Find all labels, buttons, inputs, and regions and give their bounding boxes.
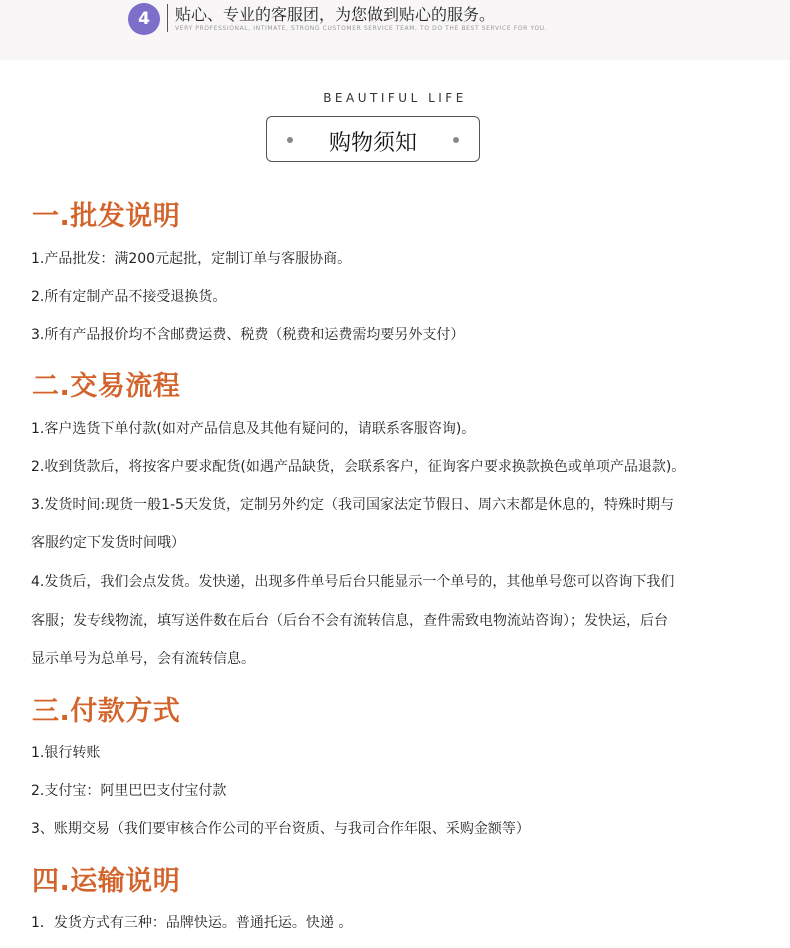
step-number-badge: 4 <box>128 3 160 35</box>
section-heading-wholesale: 一.批发说明 <box>32 201 181 232</box>
banner-title: 贴心、专业的客服团，为您做到贴心的服务。 <box>175 5 496 24</box>
text-line: 2.支付宝：阿里巴巴支付宝付款 <box>31 783 227 799</box>
text-line: 4.发货后，我们会点发货。发快递，出现多件单号后台只能显示一个单号的，其他单号您可以咨询下我们 <box>31 574 675 590</box>
top-banner <box>0 0 790 60</box>
text-line: 客服约定下发货时间哦） <box>31 535 185 551</box>
text-line: 1.银行转账 <box>31 745 101 761</box>
page-title-box <box>266 116 480 162</box>
banner-subtitle: VERY PROFESSIONAL, INTIMATE, STRONG CUSTOMER SERVICE TEAM, TO DO THE BEST SERVICE FOR YOU. <box>175 25 548 32</box>
text-line: 客服；发专线物流，填写送件数在后台（后台不会有流转信息，查件需致电物流站咨询）；发快运，后台 <box>31 613 668 629</box>
text-line: 3.发货时间:现货一般1-5天发货，定制另外约定（我司国家法定节假日、周六末都是休息的，特殊时期与 <box>31 497 674 513</box>
dot-icon <box>453 137 459 143</box>
text-line: 1.产品批发：满200元起批，定制订单与客服协商。 <box>31 251 352 267</box>
text-line: 2.所有定制产品不接受退换货。 <box>31 289 227 305</box>
text-line: 显示单号为总单号，会有流转信息。 <box>31 651 255 667</box>
text-line: 3、账期交易（我们要审核合作公司的平台资质、与我司合作年限、采购金额等） <box>31 821 530 837</box>
text-line: 1．发货方式有三种：品牌快运。普通托运。快递 。 <box>31 915 353 931</box>
text-line: 3.所有产品报价均不含邮费运费、税费（税费和运费需均要另外支付） <box>31 327 465 343</box>
page-title: 购物须知 <box>328 131 417 156</box>
text-line: 2.收到货款后，将按客户要求配货(如遇产品缺货，会联系客户，征询客户要求换款换色或单项产品退款)。 <box>31 459 686 475</box>
banner-divider <box>167 4 168 32</box>
section-heading-process: 二.交易流程 <box>32 371 181 402</box>
section-heading-shipping: 四.运输说明 <box>32 866 181 897</box>
text-line: 1.客户选货下单付款(如对产品信息及其他有疑问的，请联系客服咨询)。 <box>31 421 476 437</box>
section-heading-payment: 三.付款方式 <box>32 696 181 727</box>
section-eyebrow: BEAUTIFUL LIFE <box>323 91 467 105</box>
